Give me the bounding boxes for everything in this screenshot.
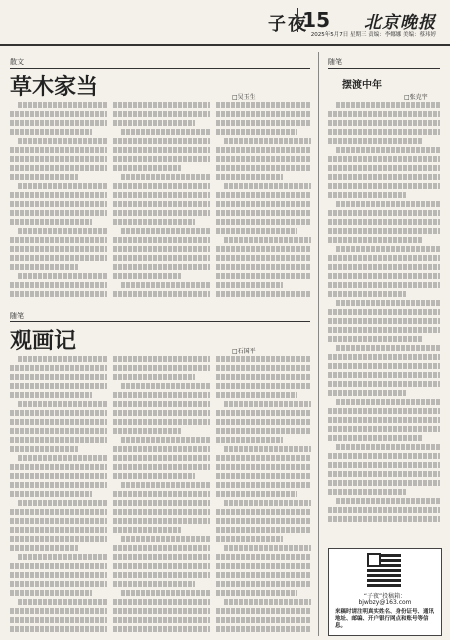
newspaper-logo: 北京晚报 xyxy=(364,13,436,33)
submission-title: “子夜”投稿箱： xyxy=(363,593,407,600)
qr-code-icon xyxy=(367,553,401,587)
divider xyxy=(328,68,440,69)
article-body-baidu xyxy=(328,102,440,542)
divider xyxy=(10,68,310,69)
article-author-guanhua: □石国平 xyxy=(232,348,256,355)
column-label-essay-right: 随笔 xyxy=(328,58,342,66)
article-author-baidu: □张克宇 xyxy=(404,94,428,101)
article-body-guanhua-col2 xyxy=(113,356,210,634)
article-body-guanhua-col1 xyxy=(10,356,107,634)
divider xyxy=(10,321,310,322)
article-body-caomu-col2 xyxy=(113,102,210,302)
submission-box xyxy=(328,548,442,636)
article-body-caomu-col1 xyxy=(10,102,107,302)
submission-note: 来稿时请注明真实姓名、身份证号、通讯地址、邮编、开户银行网点和账号等信息。 xyxy=(335,609,435,629)
section-name: 子夜 xyxy=(268,14,308,35)
column-separator xyxy=(318,52,319,636)
article-author-caomu: □吴玉生 xyxy=(232,94,256,101)
column-label-prose: 散文 xyxy=(10,58,24,66)
article-body-guanhua-col3 xyxy=(216,356,311,634)
page-header xyxy=(0,0,450,46)
submission-email: bjwbzy@163.com xyxy=(358,599,412,606)
article-title-caomu: 草木家当 xyxy=(10,75,99,100)
column-label-essay: 随笔 xyxy=(10,312,24,320)
article-title-guanhua: 观画记 xyxy=(10,329,77,354)
article-body-caomu-col3 xyxy=(216,102,311,302)
article-title-baidu: 摆渡中年 xyxy=(342,80,382,91)
date-line: 2025年5月7日 星期三 责编：李娜娜 美编：蔡玮婷 xyxy=(310,32,436,38)
page-number: 15 xyxy=(297,8,330,32)
